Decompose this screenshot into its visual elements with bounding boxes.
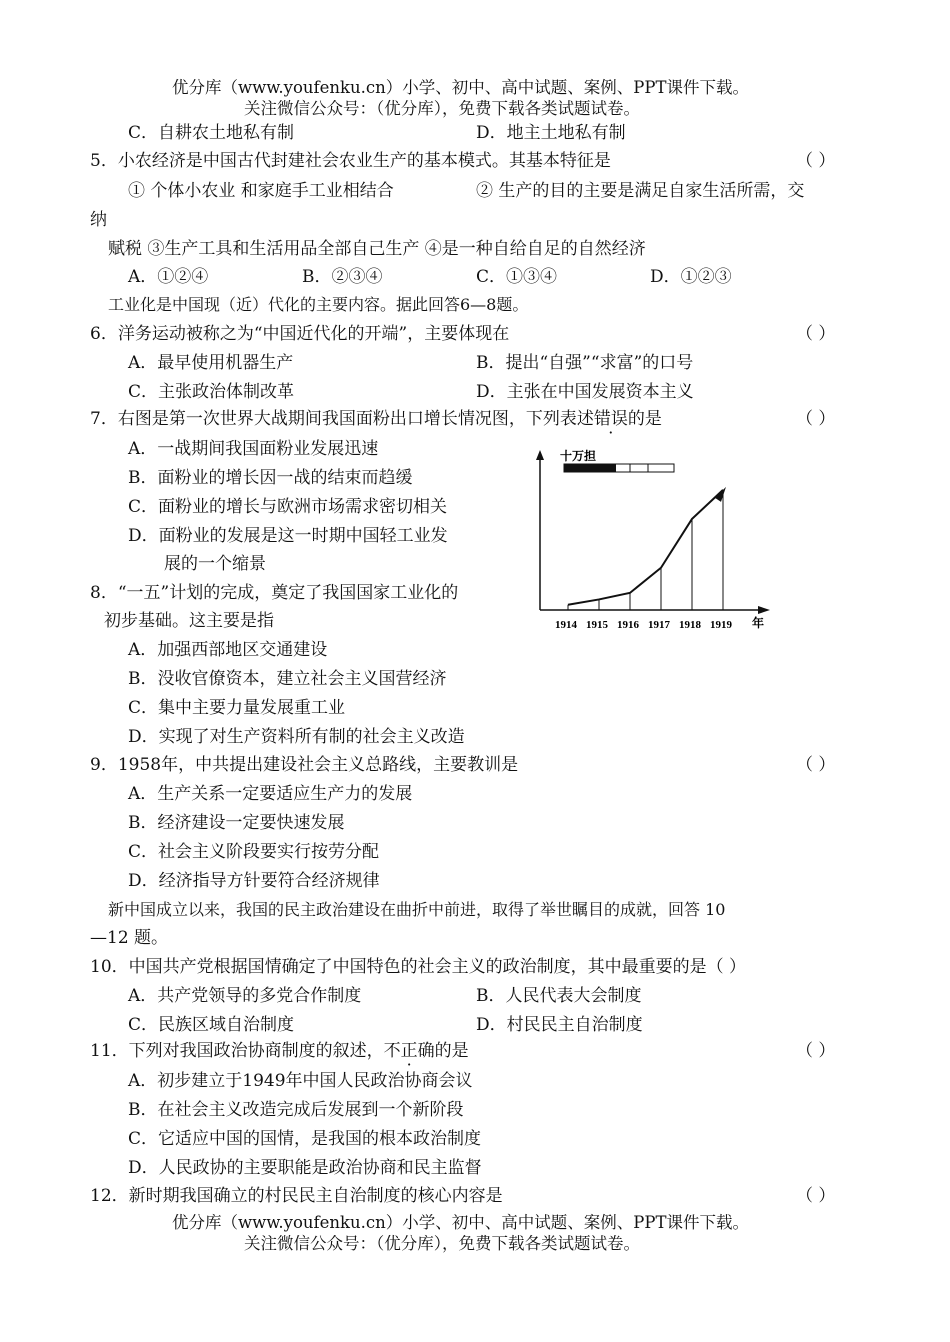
q7-option-d: D．面粉业的发展是这一时期中国轻工业发 — [128, 526, 448, 546]
q7-answer-paren: （ ） — [796, 409, 836, 429]
x-axis-arrow-icon — [758, 606, 770, 614]
series-line — [568, 490, 723, 605]
q11-emphasis: 不正确 — [383, 1041, 435, 1061]
q10-option-c: C．民族区域自治制度 — [128, 1015, 295, 1035]
legend-bar-fill — [564, 464, 616, 472]
q9-option-d: D．经济指导方针要符合经济规律 — [128, 871, 380, 891]
q11-option-d: D．人民政协的主要职能是政治协商和民主监督 — [128, 1158, 482, 1178]
q10-stem: 10．中国共产党根据国情确定了中国特色的社会主义的政治制度，其中最重要的是（ ） — [90, 957, 747, 977]
q12-stem: 12．新时期我国确立的村民民主自治制度的核心内容是 — [90, 1186, 503, 1206]
footer-line-2: 关注微信公众号：（优分库），免费下载各类试题试卷。 — [244, 1234, 640, 1253]
intro-10-12-line-1: 新中国成立以来，我国的民主政治建设在曲折中前进，取得了举世瞩目的成就，回答 10 — [108, 900, 726, 919]
x-tick-label: 1919 — [710, 619, 732, 631]
intro-6-8: 工业化是中国现（近）代化的主要内容。据此回答6—8题。 — [108, 295, 529, 314]
y-axis-arrow-icon — [536, 450, 544, 460]
x-tick-label: 1917 — [648, 619, 670, 631]
q7-option-b: B．面粉业的增长因一战的结束而趋缓 — [128, 468, 413, 488]
q12-answer-paren: （ ） — [796, 1186, 836, 1206]
q10-option-a: A．共产党领导的多党合作制度 — [128, 986, 362, 1006]
intro-10-12-line-2: —12 题。 — [90, 928, 169, 948]
q11-option-a: A．初步建立于1949年中国人民政治协商会议 — [128, 1071, 473, 1091]
x-axis-label: 年 — [752, 616, 765, 630]
x-tick-label: 1918 — [679, 619, 701, 631]
x-tick-label: 1915 — [586, 619, 608, 631]
q7-option-a: A．一战期间我国面粉业发展迅速 — [128, 439, 379, 459]
footer-line-1: 优分库（www.youfenku.cn）小学、初中、高中试题、案例、PPT课件下载。 — [172, 1213, 749, 1232]
q6-option-b: B．提出“自强”“求富”的口号 — [476, 353, 694, 373]
q11-stem: 11．下列对我国政治协商制度的叙述，不正确的是 — [90, 1041, 469, 1061]
q6-option-a: A．最早使用机器生产 — [128, 353, 294, 373]
q11-option-c: C．它适应中国的国情，是我国的根本政治制度 — [128, 1129, 482, 1149]
q7-option-d-cont: 展的一个缩景 — [164, 554, 266, 574]
q8-stem-2: 初步基础。这主要是指 — [104, 611, 274, 631]
q5-line-4: 赋税 ③生产工具和生活用品全部自己生产 ④是一种自给自足的自然经济 — [108, 239, 646, 259]
q7-stem: 7．右图是第一次世界大战期间我国面粉出口增长情况图，下列表述错误的是 — [90, 409, 662, 429]
x-tick-label: 1914 — [555, 619, 577, 631]
y-axis-label: 十万担 — [560, 449, 597, 463]
q5-option-b: B．②③④ — [302, 267, 383, 287]
header-line-2: 关注微信公众号：（优分库），免费下载各类试题试卷。 — [244, 99, 640, 118]
q4-option-d: D．地主土地私有制 — [476, 123, 626, 143]
q5-option-d: D．①②③ — [650, 267, 732, 287]
q5-line-2: ① 个体小农业 和家庭手工业相结合 — [128, 181, 394, 201]
q6-stem: 6．洋务运动被称之为“中国近代化的开端”，主要体现在 — [90, 324, 510, 344]
q9-option-a: A．生产关系一定要适应生产力的发展 — [128, 784, 413, 804]
q6-option-d: D．主张在中国发展资本主义 — [476, 382, 694, 402]
q11-answer-paren: （ ） — [796, 1041, 836, 1061]
q8-option-b: B．没收官僚资本，建立社会主义国营经济 — [128, 669, 447, 689]
q9-answer-paren: （ ） — [796, 755, 836, 775]
q9-option-b: B．经济建设一定要快速发展 — [128, 813, 345, 833]
q8-option-c: C．集中主要力量发展重工业 — [128, 698, 346, 718]
q5-stem: 5．小农经济是中国古代封建社会农业生产的基本模式。其基本特征是 — [90, 151, 611, 171]
q5-line-3: 纳 — [90, 210, 107, 230]
series-arrow-icon — [715, 487, 726, 502]
q5-answer-paren: （ ） — [796, 151, 836, 171]
q8-stem: 8．“一五”计划的完成，奠定了我国国家工业化的 — [90, 583, 459, 603]
q4-option-c: C．自耕农土地私有制 — [128, 123, 295, 143]
q5-line-2b: ② 生产的目的主要是满足自家生活所需，交 — [476, 181, 805, 201]
q5-option-c: C．①③④ — [476, 267, 558, 287]
header-line-1: 优分库（www.youfenku.cn）小学、初中、高中试题、案例、PPT课件下载。 — [172, 78, 749, 97]
q8-option-a: A．加强西部地区交通建设 — [128, 640, 328, 660]
q7-emphasis: 错误 — [593, 409, 628, 429]
q10-option-b: B．人民代表大会制度 — [476, 986, 642, 1006]
q6-answer-paren: （ ） — [796, 324, 836, 344]
flour-export-chart — [530, 448, 775, 636]
q9-stem: 9．1958年，中共提出建设社会主义总路线，主要教训是 — [90, 755, 519, 775]
x-tick-label: 1916 — [617, 619, 639, 631]
q8-option-d: D．实现了对生产资料所有制的社会主义改造 — [128, 727, 465, 747]
q7-option-c: C．面粉业的增长与欧洲市场需求密切相关 — [128, 497, 448, 517]
q9-option-c: C．社会主义阶段要实行按劳分配 — [128, 842, 380, 862]
q11-option-b: B．在社会主义改造完成后发展到一个新阶段 — [128, 1100, 464, 1120]
q6-option-c: C．主张政治体制改革 — [128, 382, 295, 402]
q5-option-a: A．①②④ — [128, 267, 209, 287]
q10-option-d: D．村民民主自治制度 — [476, 1015, 643, 1035]
